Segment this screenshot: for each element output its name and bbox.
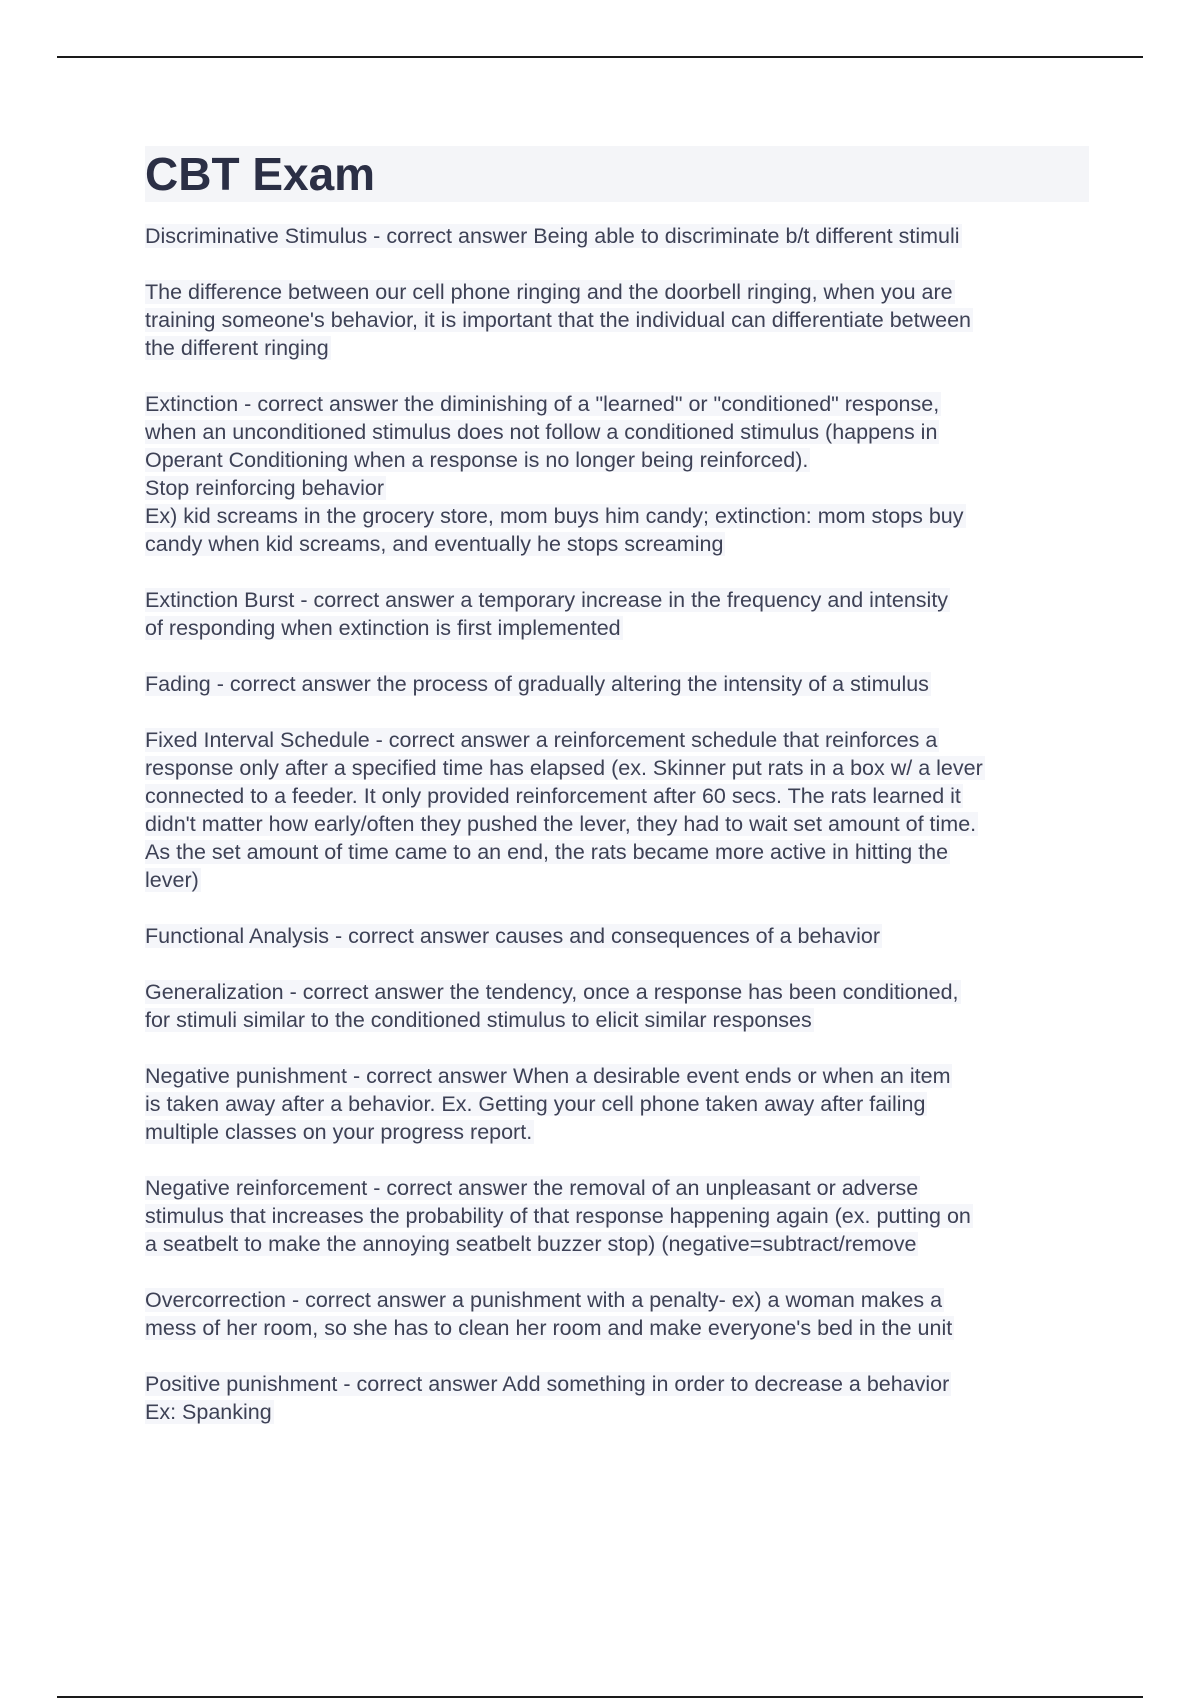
entry-line: The difference between our cell phone ringing and the doorbell ringing, when you are <box>145 280 953 304</box>
entry-line: connected to a feeder. It only provided reinforcement after 60 secs. The rats learned it <box>145 784 961 808</box>
top-rule <box>57 56 1143 58</box>
entry-line: didn't matter how early/often they pushed the lever, they had to wait set amount of time. <box>145 812 977 836</box>
entry-line: of responding when extinction is first implemented <box>145 616 621 640</box>
entry-extinction <box>145 390 1089 558</box>
entry-line: response only after a specified time has elapsed (ex. Skinner put rats in a box w/ a lever <box>145 756 983 780</box>
entry-fading <box>145 670 1089 698</box>
bottom-rule <box>57 1696 1143 1698</box>
entry-line: Overcorrection - correct answer a punishment with a penalty- ex) a woman makes a <box>145 1288 943 1312</box>
entry-line: Negative punishment - correct answer When a desirable event ends or when an item <box>145 1064 951 1088</box>
entry-line: Ex) kid screams in the grocery store, mom buys him candy; extinction: mom stops buy <box>145 504 964 528</box>
entry-line: Ex: Spanking <box>145 1400 272 1424</box>
entry-line: Positive punishment - correct answer Add something in order to decrease a behavior <box>145 1372 950 1396</box>
entry-line: for stimuli similar to the conditioned stimulus to elicit similar responses <box>145 1008 812 1032</box>
page-title: CBT Exam <box>145 148 376 200</box>
entry-discriminative-stimulus <box>145 222 1089 250</box>
entry-negative-reinforcement <box>145 1174 1089 1258</box>
entry-generalization <box>145 978 1089 1034</box>
entry-line: As the set amount of time came to an end, the rats became more active in hitting the <box>145 840 949 864</box>
entry-line: Discriminative Stimulus - correct answer Being able to discriminate b/t different stimuli <box>145 224 960 248</box>
entry-line: Generalization - correct answer the tendency, once a response has been conditioned, <box>145 980 959 1004</box>
entry-line: the different ringing <box>145 336 329 360</box>
entry-line: training someone's behavior, it is important that the individual can differentiate between <box>145 308 971 332</box>
entry-line: when an unconditioned stimulus does not follow a conditioned stimulus (happens in <box>145 420 938 444</box>
entry-line: mess of her room, so she has to clean her room and make everyone's bed in the unit <box>145 1316 953 1340</box>
entry-extinction-burst <box>145 586 1089 642</box>
entry-negative-punishment <box>145 1062 1089 1146</box>
entry-line: is taken away after a behavior. Ex. Getting your cell phone taken away after failing <box>145 1092 926 1116</box>
entry-line: a seatbelt to make the annoying seatbelt buzzer stop) (negative=subtract/remove <box>145 1232 917 1256</box>
entry-line: Negative reinforcement - correct answer the removal of an unpleasant or adverse <box>145 1176 919 1200</box>
entry-line: Stop reinforcing behavior <box>145 476 385 500</box>
title-bar <box>145 146 1089 202</box>
entry-overcorrection <box>145 1286 1089 1342</box>
entry-line: stimulus that increases the probability of that response happening again (ex. putting on <box>145 1204 971 1228</box>
entry-line: multiple classes on your progress report. <box>145 1120 533 1144</box>
entry-line: Functional Analysis - correct answer causes and consequences of a behavior <box>145 924 880 948</box>
entry-line: Operant Conditioning when a response is no longer being reinforced). <box>145 448 809 472</box>
entry-doorbell-example <box>145 278 1089 362</box>
entry-line: lever) <box>145 868 199 892</box>
entry-line: candy when kid screams, and eventually he stops screaming <box>145 532 724 556</box>
entry-line: Fixed Interval Schedule - correct answer a reinforcement schedule that reinforces a <box>145 728 938 752</box>
entry-line: Fading - correct answer the process of gradually altering the intensity of a stimulus <box>145 672 929 696</box>
entry-line: Extinction - correct answer the diminishing of a "learned" or "conditioned" response, <box>145 392 940 416</box>
entry-line: Extinction Burst - correct answer a temporary increase in the frequency and intensity <box>145 588 949 612</box>
entry-fixed-interval-schedule <box>145 726 1089 894</box>
entry-functional-analysis <box>145 922 1089 950</box>
entry-list <box>145 222 1089 1426</box>
document-body <box>145 146 1089 1454</box>
entry-positive-punishment <box>145 1370 1089 1426</box>
